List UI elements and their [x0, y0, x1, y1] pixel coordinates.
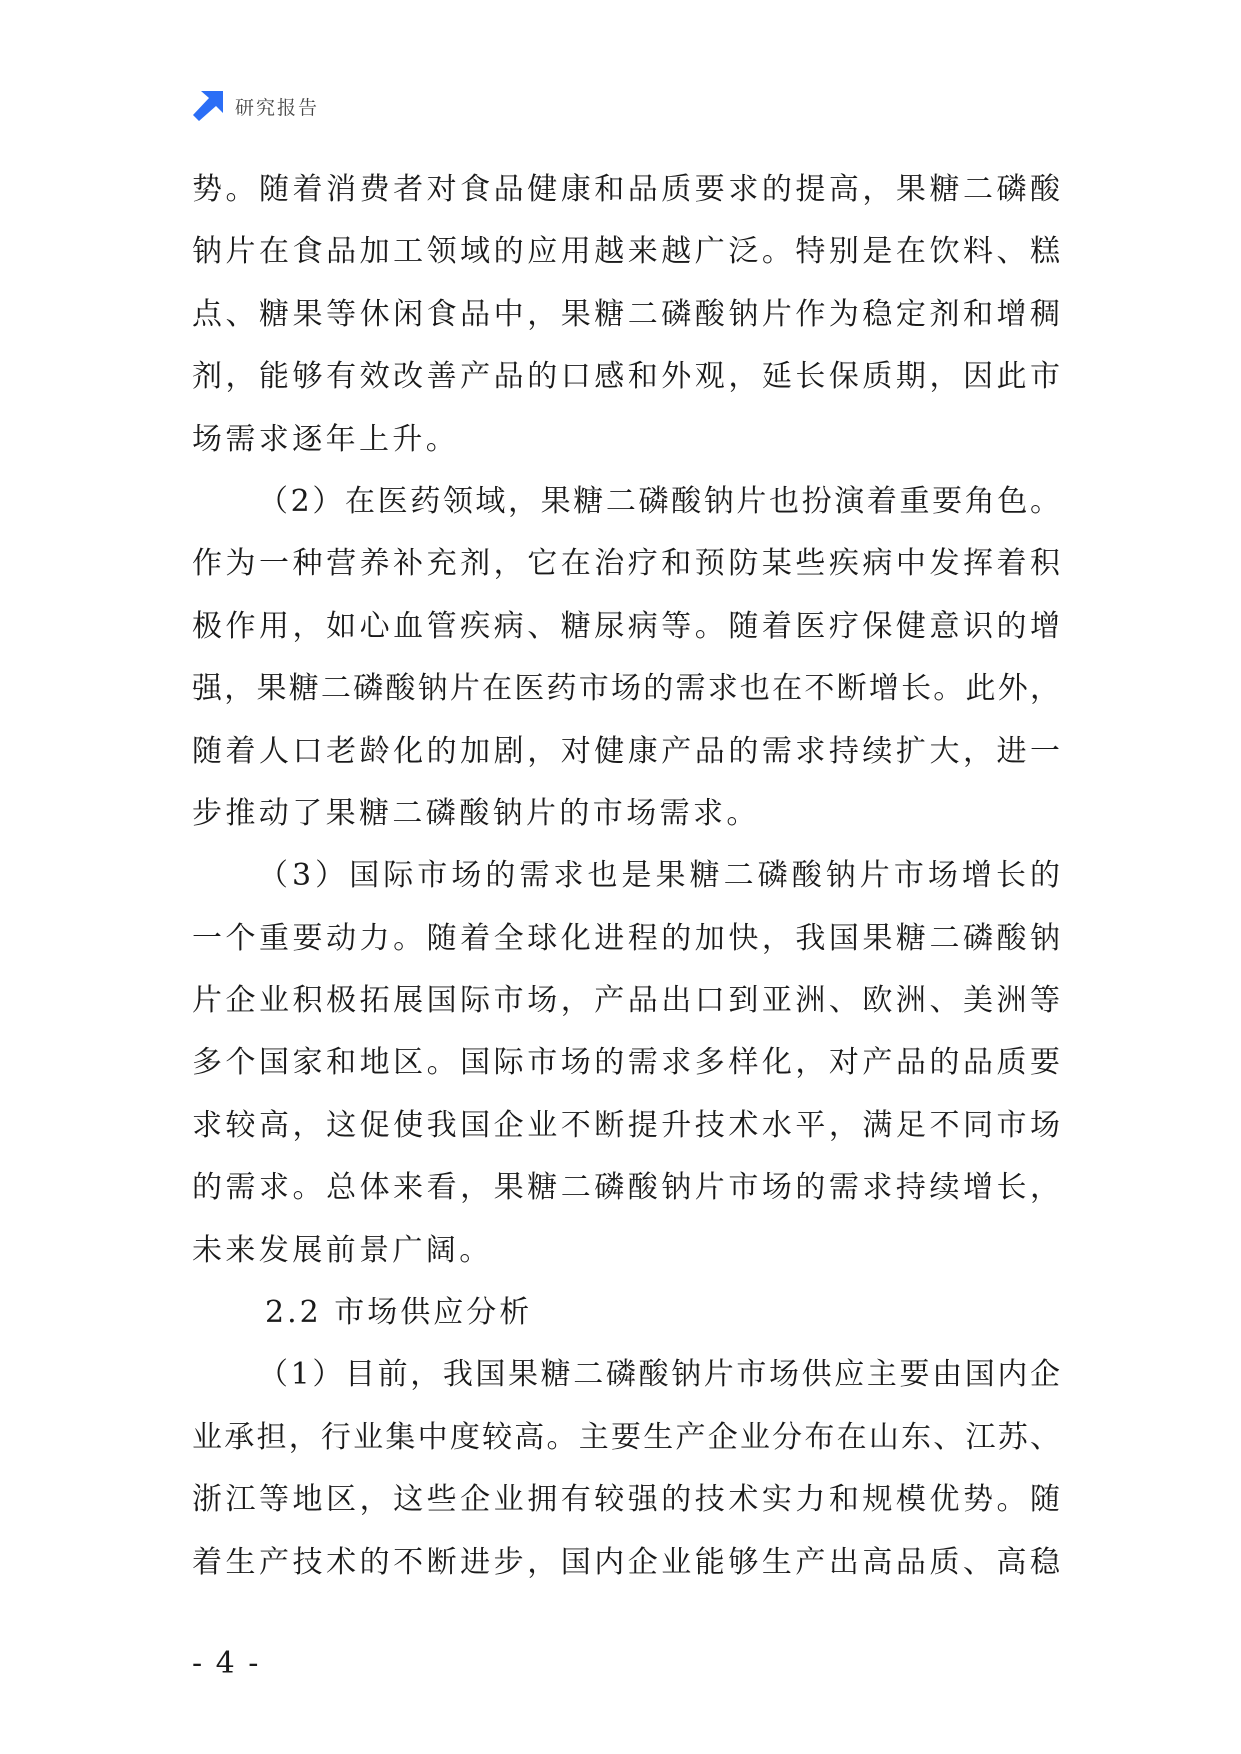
text-line: 多个国家和地区。国际市场的需求多样化，对产品的品质要 [192, 1045, 1060, 1081]
text-line: 剂，能够有效改善产品的口感和外观，延长保质期，因此市 [192, 359, 1060, 395]
text-line: 场需求逐年上升。 [192, 421, 460, 457]
text-line: 的需求。总体来看，果糖二磷酸钠片市场的需求持续增长， [192, 1170, 1060, 1206]
text-line: 步推动了果糖二磷酸钠片的市场需求。 [192, 795, 760, 831]
text-line: 求较高，这促使我国企业不断提升技术水平，满足不同市场 [192, 1107, 1060, 1143]
paragraph [192, 471, 1060, 845]
text-line: 随着人口老龄化的加剧，对健康产品的需求持续扩大，进一 [192, 733, 1060, 769]
text-line: （3）国际市场的需求也是果糖二磷酸钠片市场增长的 [258, 858, 1060, 894]
arrow-up-right-icon [192, 90, 224, 122]
text-line: 着生产技术的不断进步，国内企业能够生产出高品质、高稳 [192, 1544, 1060, 1580]
text-line: 钠片在食品加工领域的应用越来越广泛。特别是在饮料、糕 [192, 234, 1060, 270]
text-line: 势。随着消费者对食品健康和品质要求的提高，果糖二磷酸 [192, 172, 1060, 207]
text-line: 一个重要动力。随着全球化进程的加快，我国果糖二磷酸钠 [192, 920, 1060, 956]
text-line: 极作用，如心血管疾病、糖尿病等。随着医疗保健意识的增 [192, 608, 1060, 644]
paragraph [192, 845, 1060, 1282]
page-number: - 4 - [192, 1646, 261, 1681]
text-line: 未来发展前景广阔。 [192, 1232, 493, 1268]
text-line: 点、糖果等休闲食品中，果糖二磷酸钠片作为稳定剂和增稠 [192, 296, 1060, 332]
text-line: 片企业积极拓展国际市场，产品出口到亚洲、欧洲、美洲等 [192, 983, 1060, 1019]
text-line: 强，果糖二磷酸钠片在医药市场的需求也在不断增长。此外， [192, 671, 1060, 707]
section-heading: 2.2 市场供应分析 [265, 1295, 533, 1331]
header-label: 研究报告 [235, 96, 320, 119]
document-body [192, 159, 1060, 1594]
text-line: （2）在医药领域，果糖二磷酸钠片也扮演着重要角色。 [258, 483, 1060, 519]
text-line: 浙江等地区，这些企业拥有较强的技术实力和规模优势。随 [192, 1482, 1060, 1518]
text-line: 作为一种营养补充剂，它在治疗和预防某些疾病中发挥着积 [192, 546, 1060, 582]
paragraph [192, 159, 1060, 471]
text-line: （1）目前，我国果糖二磷酸钠片市场供应主要由国内企 [258, 1357, 1060, 1393]
page-header [192, 88, 319, 124]
text-line: 业承担，行业集中度较高。主要生产企业分布在山东、江苏、 [192, 1419, 1060, 1455]
paragraph [192, 1344, 1060, 1594]
